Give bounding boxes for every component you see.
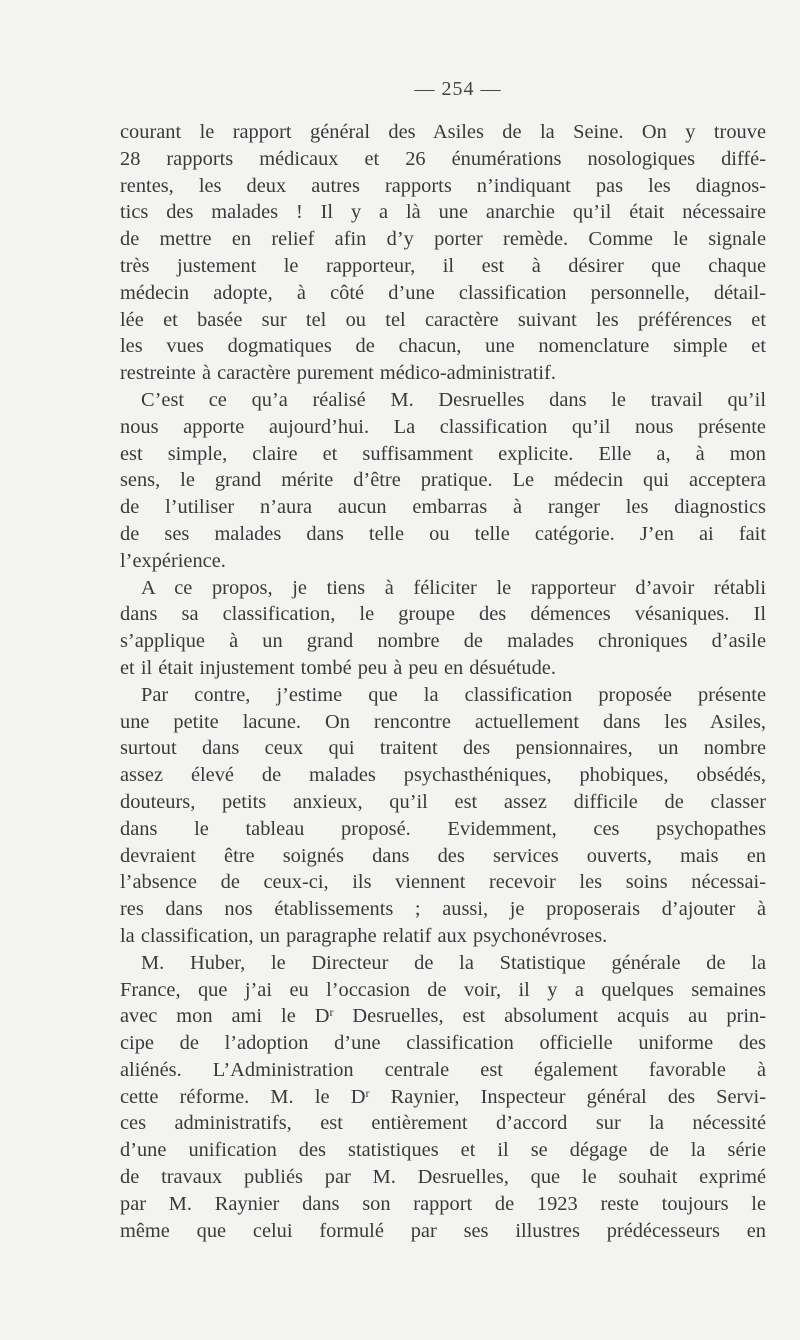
text-line: de mettre en relief afin d’y porter remède. Comme le signale (120, 228, 766, 251)
text-line: lée et basée sur tel ou tel caractère suivant les préférences et (120, 308, 766, 331)
paragraph-5 (120, 950, 766, 1245)
text-line: est simple, claire et suffisamment explicite. Elle a, à mon (120, 442, 766, 465)
text-line-with-superscript (120, 1084, 766, 1111)
text-line: C’est ce qu’a réalisé M. Desruelles dans le travail qu’il (141, 388, 766, 411)
text-line: tics des malades ! Il y a là une anarchie qu’il était nécessaire (120, 201, 766, 224)
superscript-doctor: r (329, 1005, 334, 1020)
text-line: courant le rapport général des Asiles de la Seine. On y trouve (120, 121, 766, 143)
text-segment: Desruelles, est absolument acquis au prin- (333, 1005, 766, 1028)
text-line: ces administratifs, est entièrement d’accord sur la nécessité (120, 1112, 766, 1135)
text-line: devraient être soignés dans des services ouverts, mais en (120, 844, 766, 867)
text-line: surtout dans ceux qui traitent des pensionnaires, un nombre (120, 737, 766, 760)
paragraph-2 (120, 387, 766, 575)
text-line: très justement le rapporteur, il est à désirer que chaque (120, 254, 766, 277)
paragraph-3 (120, 575, 766, 682)
text-line: la classification, un paragraphe relatif aux psychonévroses. (120, 924, 608, 947)
text-line: de l’utiliser n’aura aucun embarras à ranger les diagnostics (120, 496, 766, 519)
text-line: rentes, les deux autres rapports n’indiquant pas les diagnos- (120, 174, 766, 197)
paragraph-1 (120, 119, 766, 387)
text-line: d’une unification des statistiques et il se dégage de la série (120, 1139, 766, 1162)
book-page (120, 78, 766, 1244)
text-line: de ses malades dans telle ou telle catégorie. J’en ai fait (120, 522, 766, 545)
text-line: s’applique à un grand nombre de malades chroniques d’asile (120, 630, 766, 653)
text-line: France, que j’ai eu l’occasion de voir, il y a quelques semaines (120, 978, 766, 1001)
text-line: médecin adopte, à côté d’une classification personnelle, détail- (120, 281, 766, 304)
text-line: dans sa classification, le groupe des démences vésaniques. Il (120, 603, 766, 626)
page-number: — 254 — (414, 78, 502, 100)
text-line: 28 rapports médicaux et 26 énumérations nosologiques diffé- (120, 147, 766, 170)
text-line-with-superscript (120, 1003, 766, 1030)
text-line: assez élevé de malades psychasthéniques, phobiques, obsédés, (120, 764, 766, 787)
text-line: de travaux publiés par M. Desruelles, que le souhait exprimé (120, 1166, 766, 1189)
text-segment: Raynier, Inspecteur général des Servi- (369, 1085, 767, 1108)
paragraph-4 (120, 682, 766, 950)
text-line: cipe de l’adoption d’une classification officielle uniforme des (120, 1032, 766, 1055)
superscript-doctor: r (365, 1085, 370, 1100)
text-line: même que celui formulé par ses illustres prédécesseurs en (120, 1219, 766, 1242)
text-line: douteurs, petits anxieux, qu’il est assez difficile de classer (120, 790, 766, 813)
text-line: restreinte à caractère purement médico-administratif. (120, 362, 556, 385)
text-line: une petite lacune. On rencontre actuellement dans les Asiles, (120, 710, 766, 733)
text-line: Par contre, j’estime que la classification proposée présente (141, 683, 766, 706)
text-line: l’absence de ceux-ci, ils viennent recevoir les soins nécessai- (120, 871, 766, 894)
text-segment: avec mon ami le D (120, 1005, 330, 1028)
text-line: les vues dogmatiques de chacun, une nomenclature simple et (120, 335, 766, 358)
text-line: A ce propos, je tiens à féliciter le rapporteur d’avoir rétabli (141, 576, 766, 599)
text-line: l’expérience. (120, 549, 226, 572)
text-line: par M. Raynier dans son rapport de 1923 reste toujours le (120, 1192, 766, 1215)
text-line: sens, le grand mérite d’être pratique. Le médecin qui acceptera (120, 469, 766, 492)
text-line: res dans nos établissements ; aussi, je proposerais d’ajouter à (120, 898, 766, 921)
text-line: aliénés. L’Administration centrale est également favorable à (120, 1058, 766, 1081)
text-segment: cette réforme. M. le D (120, 1085, 366, 1108)
text-line: et il était injustement tombé peu à peu en désuétude. (120, 656, 556, 679)
text-line: nous apporte aujourd’hui. La classification qu’il nous présente (120, 415, 766, 438)
text-line: dans le tableau proposé. Evidemment, ces psychopathes (120, 817, 766, 840)
text-line: M. Huber, le Directeur de la Statistique générale de la (141, 951, 766, 974)
